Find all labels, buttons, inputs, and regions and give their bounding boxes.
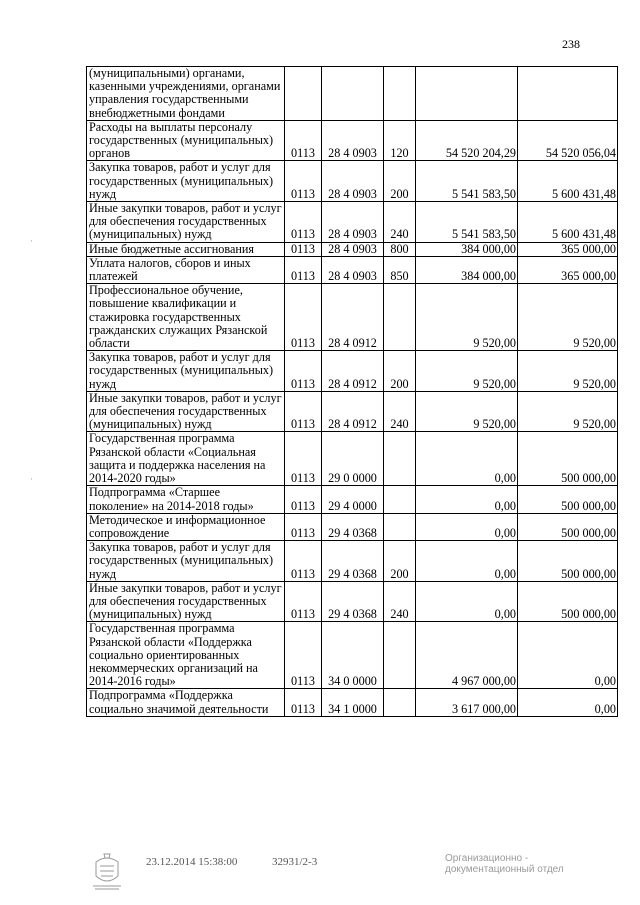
table-row: [87, 513, 618, 540]
expense-kind-cell: [384, 689, 416, 716]
amount-2016-cell: [518, 67, 618, 121]
amount-2015-cell: 9 520,00: [416, 351, 518, 392]
row-name-cell: Государственная программа Рязанской области «Социальная защита и поддержка населения на 2014-2020 годы»: [87, 432, 285, 486]
target-code-cell: 29 4 0000: [322, 486, 384, 513]
budget-table-body: [87, 67, 618, 717]
section-code-cell: 0113: [285, 581, 322, 622]
section-code-cell: 0113: [285, 120, 322, 161]
table-row: [87, 242, 618, 256]
expense-kind-cell: 120: [384, 120, 416, 161]
amount-2015-cell: 5 541 583,50: [416, 202, 518, 243]
budget-table: [86, 66, 618, 717]
target-code-cell: 28 4 0912: [322, 284, 384, 351]
row-name-cell: Иные бюджетные ассигнования: [87, 242, 285, 256]
amount-2015-cell: 3 617 000,00: [416, 689, 518, 716]
row-name-cell: Уплата налогов, сборов и иных платежей: [87, 256, 285, 283]
expense-kind-cell: 850: [384, 256, 416, 283]
footer-timestamp: 23.12.2014 15:38:00: [146, 856, 238, 868]
target-code-cell: 29 4 0368: [322, 513, 384, 540]
amount-2015-cell: 384 000,00: [416, 256, 518, 283]
section-code-cell: 0113: [285, 284, 322, 351]
amount-2016-cell: 5 600 431,48: [518, 202, 618, 243]
expense-kind-cell: [384, 284, 416, 351]
amount-2015-cell: 0,00: [416, 432, 518, 486]
target-code-cell: 28 4 0912: [322, 351, 384, 392]
amount-2016-cell: 9 520,00: [518, 351, 618, 392]
expense-kind-cell: [384, 622, 416, 689]
row-name-cell: Расходы на выплаты персоналу государственных (муниципальных) органов: [87, 120, 285, 161]
row-name-cell: Иные закупки товаров, работ и услуг для обеспечения государственных (муниципальных) нужд: [87, 581, 285, 622]
coat-of-arms-icon: [90, 850, 124, 890]
department-stamp: [445, 853, 564, 875]
table-row: [87, 432, 618, 486]
expense-kind-cell: 200: [384, 541, 416, 582]
expense-kind-cell: 240: [384, 391, 416, 432]
section-code-cell: 0113: [285, 242, 322, 256]
section-code-cell: 0113: [285, 541, 322, 582]
row-name-cell: Иные закупки товаров, работ и услуг для обеспечения государственных (муниципальных) нужд: [87, 202, 285, 243]
amount-2016-cell: 500 000,00: [518, 513, 618, 540]
expense-kind-cell: 200: [384, 161, 416, 202]
target-code-cell: 34 0 0000: [322, 622, 384, 689]
row-name-cell: Закупка товаров, работ и услуг для государственных (муниципальных) нужд: [87, 541, 285, 582]
table-row: [87, 161, 618, 202]
amount-2015-cell: 4 967 000,00: [416, 622, 518, 689]
expense-kind-cell: 200: [384, 351, 416, 392]
amount-2016-cell: 9 520,00: [518, 284, 618, 351]
stamp-line: документационный отдел: [445, 864, 564, 875]
expense-kind-cell: 240: [384, 581, 416, 622]
section-code-cell: 0113: [285, 486, 322, 513]
section-code-cell: 0113: [285, 256, 322, 283]
amount-2015-cell: 5 541 583,50: [416, 161, 518, 202]
table-row: [87, 391, 618, 432]
table-row: [87, 486, 618, 513]
row-name-cell: Иные закупки товаров, работ и услуг для обеспечения государственных (муниципальных) нужд: [87, 391, 285, 432]
amount-2016-cell: 500 000,00: [518, 486, 618, 513]
page-number: 238: [562, 37, 580, 51]
table-row: [87, 541, 618, 582]
amount-2016-cell: 365 000,00: [518, 242, 618, 256]
amount-2015-cell: 0,00: [416, 541, 518, 582]
section-code-cell: 0113: [285, 351, 322, 392]
amount-2016-cell: 0,00: [518, 622, 618, 689]
amount-2015-cell: 54 520 204,29: [416, 120, 518, 161]
row-name-cell: Закупка товаров, работ и услуг для государственных (муниципальных) нужд: [87, 161, 285, 202]
table-row: [87, 120, 618, 161]
row-name-cell: Профессиональное обучение, повышение квалификации и стажировка государственных гражданских служащих Рязанской области: [87, 284, 285, 351]
expense-kind-cell: [384, 432, 416, 486]
stamp-line: Организационно -: [445, 853, 529, 864]
section-code-cell: 0113: [285, 161, 322, 202]
table-row: [87, 689, 618, 716]
amount-2016-cell: 500 000,00: [518, 581, 618, 622]
table-row: [87, 202, 618, 243]
amount-2016-cell: 54 520 056,04: [518, 120, 618, 161]
target-code-cell: 29 4 0368: [322, 541, 384, 582]
row-name-cell: Подпрограмма «Поддержка социально значимой деятельности: [87, 689, 285, 716]
target-code-cell: 28 4 0903: [322, 161, 384, 202]
footer-doc-number: 32931/2-3: [272, 856, 318, 868]
table-row: [87, 256, 618, 283]
expense-kind-cell: [384, 67, 416, 121]
table-row: [87, 581, 618, 622]
scan-mark: ·: [30, 236, 33, 246]
target-code-cell: 28 4 0903: [322, 256, 384, 283]
amount-2016-cell: 365 000,00: [518, 256, 618, 283]
target-code-cell: [322, 67, 384, 121]
section-code-cell: 0113: [285, 202, 322, 243]
target-code-cell: 28 4 0903: [322, 120, 384, 161]
target-code-cell: 34 1 0000: [322, 689, 384, 716]
expense-kind-cell: [384, 486, 416, 513]
section-code-cell: 0113: [285, 513, 322, 540]
amount-2016-cell: 500 000,00: [518, 541, 618, 582]
table-row: [87, 67, 618, 121]
amount-2015-cell: 0,00: [416, 581, 518, 622]
section-code-cell: 0113: [285, 622, 322, 689]
expense-kind-cell: 800: [384, 242, 416, 256]
amount-2016-cell: 500 000,00: [518, 432, 618, 486]
target-code-cell: 28 4 0903: [322, 202, 384, 243]
amount-2016-cell: 0,00: [518, 689, 618, 716]
amount-2016-cell: 9 520,00: [518, 391, 618, 432]
row-name-cell: Государственная программа Рязанской области «Поддержка социально ориентированных некоммерческих организаций на 2014-2016 годы»: [87, 622, 285, 689]
table-row: [87, 351, 618, 392]
section-code-cell: [285, 67, 322, 121]
scan-mark: ·: [30, 474, 33, 484]
amount-2016-cell: 5 600 431,48: [518, 161, 618, 202]
section-code-cell: 0113: [285, 689, 322, 716]
table-row: [87, 284, 618, 351]
amount-2015-cell: [416, 67, 518, 121]
amount-2015-cell: 0,00: [416, 486, 518, 513]
amount-2015-cell: 384 000,00: [416, 242, 518, 256]
row-name-cell: Подпрограмма «Старшее поколение» на 2014-2018 годы»: [87, 486, 285, 513]
expense-kind-cell: 240: [384, 202, 416, 243]
target-code-cell: 28 4 0903: [322, 242, 384, 256]
row-name-cell: Закупка товаров, работ и услуг для государственных (муниципальных) нужд: [87, 351, 285, 392]
amount-2015-cell: 0,00: [416, 513, 518, 540]
row-name-cell: (муниципальными) органами, казенными учреждениями, органами управления государственными внебюджетными фондами: [87, 67, 285, 121]
amount-2015-cell: 9 520,00: [416, 284, 518, 351]
expense-kind-cell: [384, 513, 416, 540]
table-row: [87, 622, 618, 689]
amount-2015-cell: 9 520,00: [416, 391, 518, 432]
row-name-cell: Методическое и информационное сопровождение: [87, 513, 285, 540]
section-code-cell: 0113: [285, 432, 322, 486]
target-code-cell: 29 4 0368: [322, 581, 384, 622]
target-code-cell: 28 4 0912: [322, 391, 384, 432]
section-code-cell: 0113: [285, 391, 322, 432]
target-code-cell: 29 0 0000: [322, 432, 384, 486]
